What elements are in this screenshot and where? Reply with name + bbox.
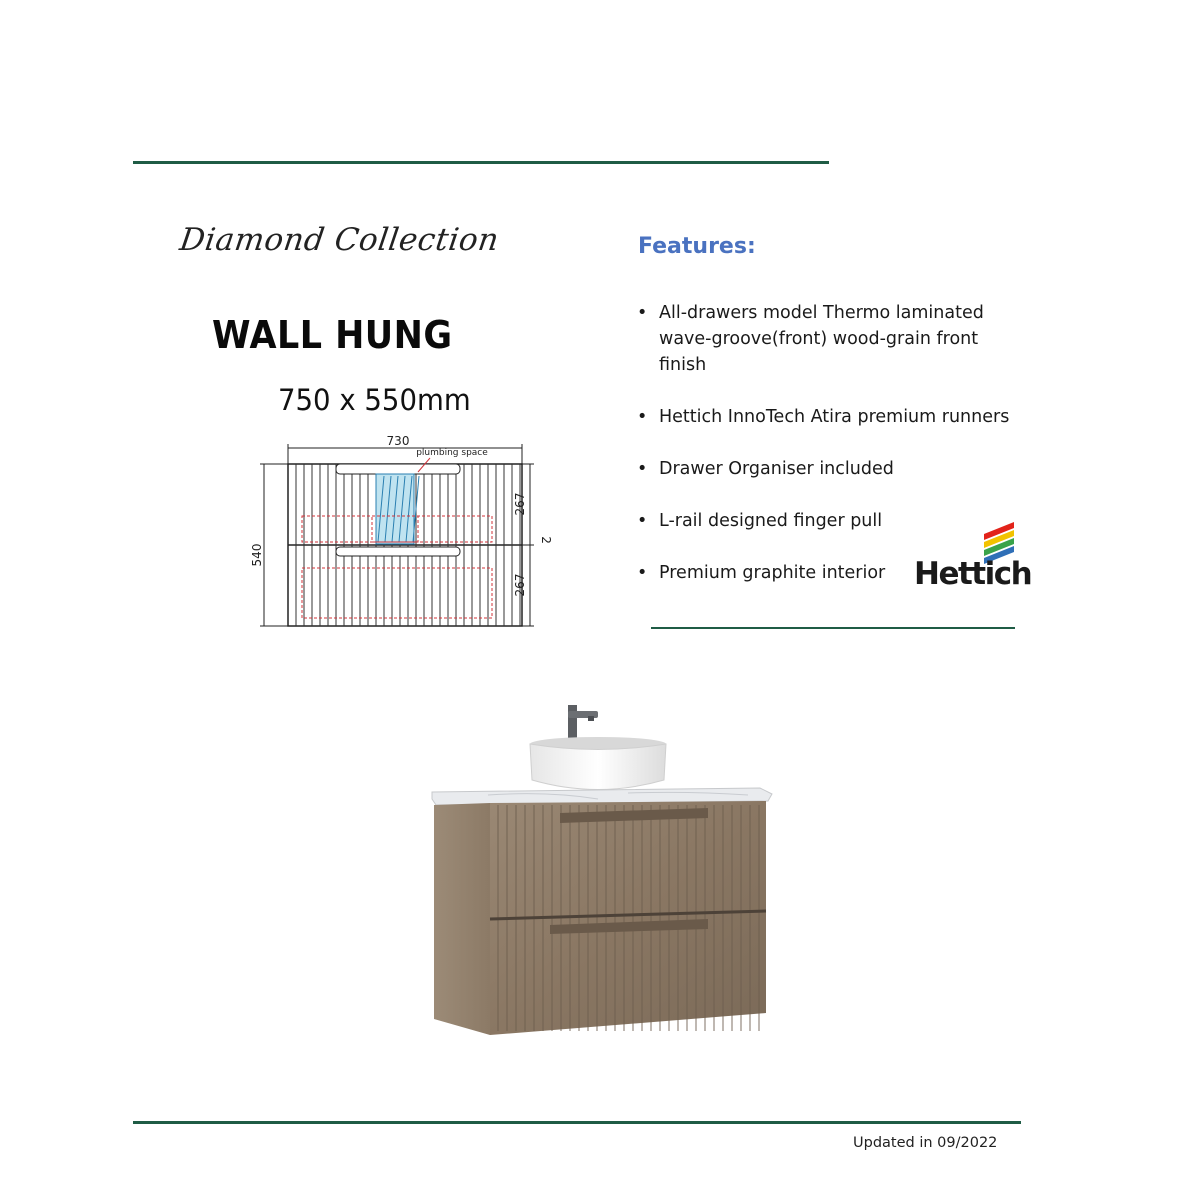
updated-date: Updated in 09/2022 [853, 1135, 998, 1151]
width-label: 730 [386, 434, 410, 448]
drawer-bottom-label: 267 [513, 573, 527, 597]
gap-label: 2 [539, 536, 553, 544]
hettich-logo [914, 516, 1030, 592]
bottom-handle-cutout [336, 547, 460, 556]
product-size: 750 x 550mm [278, 383, 471, 417]
feature-text: All-drawers model Thermo laminated wave-groove(front) wood-grain front finish [659, 303, 984, 375]
feature-text: Hettich InnoTech Atira premium runners [659, 407, 1010, 427]
collection-signature [174, 210, 502, 270]
bottom-divider [133, 1121, 1021, 1124]
bullet-icon: • [637, 511, 648, 531]
plumbing-label: plumbing space [416, 448, 488, 458]
technical-drawing-svg [252, 430, 552, 630]
features-divider [651, 627, 1015, 629]
faucet-tip [588, 716, 594, 721]
feature-text: Premium graphite interior [659, 563, 886, 583]
collection-logo [174, 210, 502, 270]
feature-item [636, 300, 1026, 378]
top-handle-cutout [336, 464, 460, 474]
cabinet-side [434, 803, 490, 1035]
features-heading: Features: [638, 234, 756, 259]
height-label: 540 [250, 543, 264, 567]
feature-item [636, 456, 1026, 482]
drawer-top-label: 267 [513, 492, 527, 516]
feature-item [636, 404, 1026, 430]
bullet-icon: • [637, 563, 648, 583]
basin-bowl [530, 744, 666, 790]
bullet-icon: • [637, 407, 648, 427]
product-type: WALL HUNG [212, 313, 453, 357]
technical-drawing [252, 430, 552, 630]
bullet-icon: • [637, 303, 648, 323]
feature-text: L-rail designed finger pull [659, 511, 883, 531]
vanity-illustration [428, 695, 778, 1045]
bullet-icon: • [637, 459, 648, 479]
vanity-product-image [428, 695, 778, 1045]
collection-signature-text: Diamond Collection [177, 222, 502, 258]
top-divider [133, 161, 829, 164]
feature-text: Drawer Organiser included [659, 459, 894, 479]
hettich-wordmark: Hettich [914, 556, 1032, 592]
